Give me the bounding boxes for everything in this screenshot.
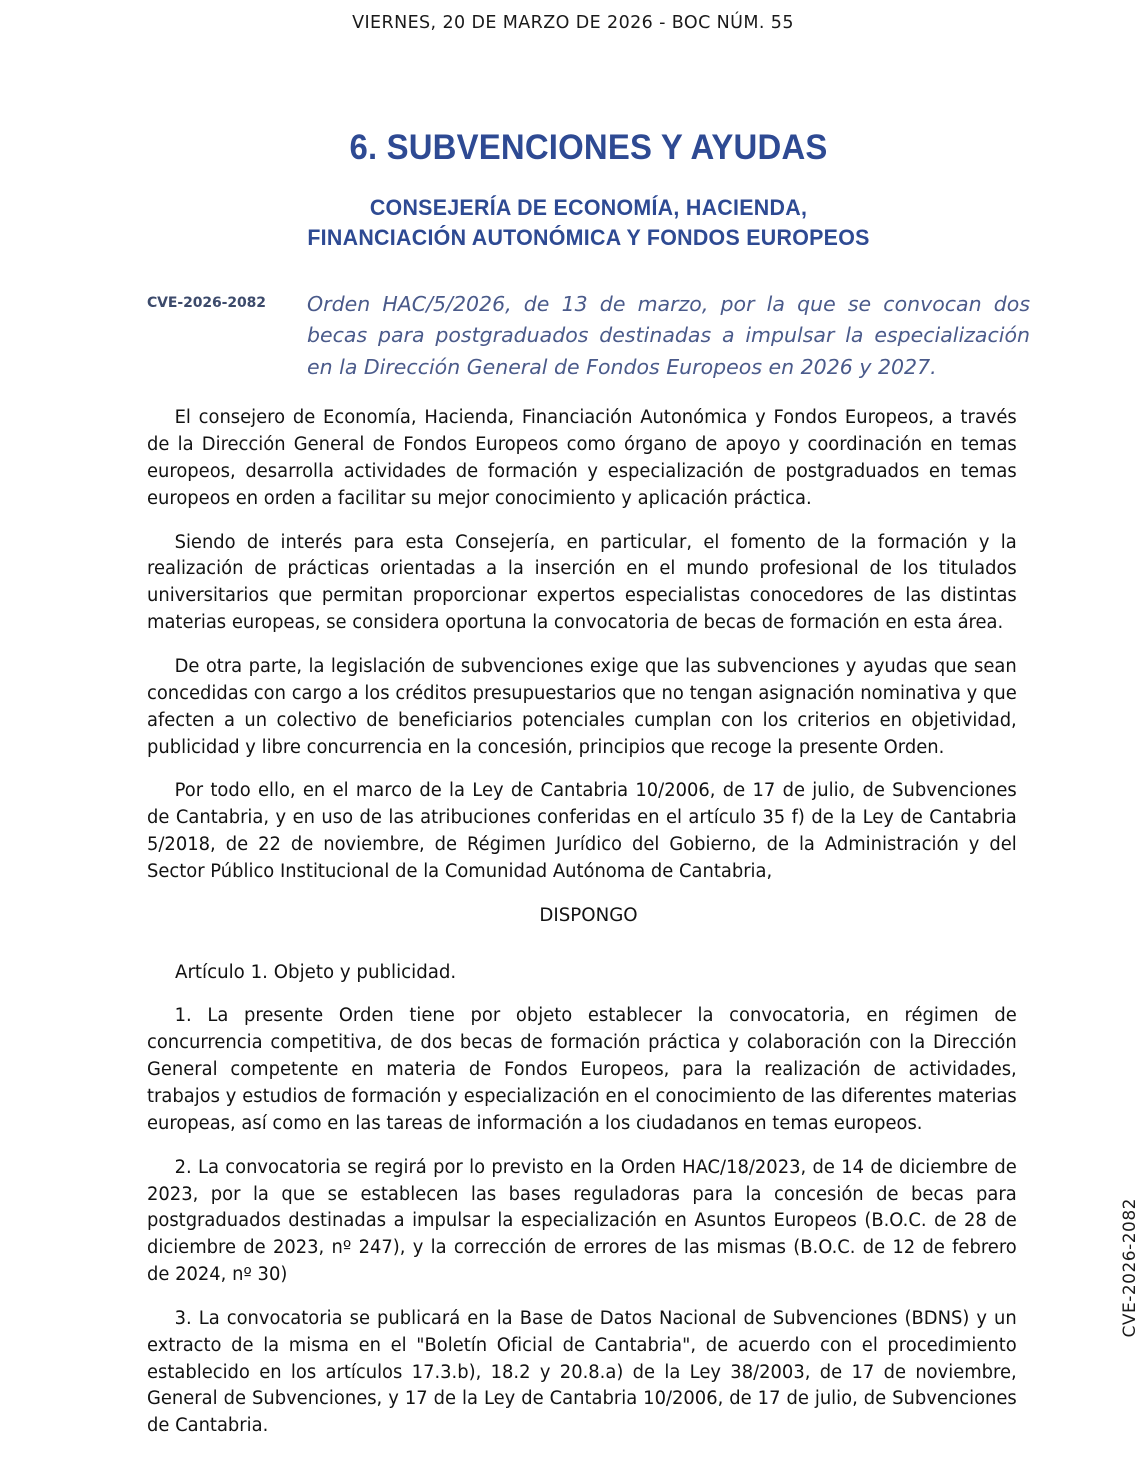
department-heading <box>169 167 1008 252</box>
department-heading-line-1: CONSEJERÍA DE ECONOMÍA, HACIENDA, <box>369 195 808 221</box>
article-1-heading: Artículo 1. Objeto y publicidad. <box>175 961 457 983</box>
cve-code-label: CVE-2026-2082 <box>147 294 266 311</box>
paragraph-preamble-1: El consejero de Economía, Hacienda, Financiación Autonómica y Fondos Europeos, a través de la Dirección General de Fondos Europeos como órgano de apoyo y coordinación en temas europeos, desarrolla actividades de formación y especialización de postgraduados en temas europeos en orden a facilitar su mejor conocimiento y aplicación práctica. <box>147 407 1017 509</box>
department-heading-line-2: FINANCIACIÓN AUTONÓMICA Y FONDOS EUROPEOS <box>307 224 870 250</box>
paragraph-preamble-2: Siendo de interés para esta Consejería, en particular, el fomento de la formación y la realización de prácticas orientadas a la inserción en el mundo profesional de los titulados universitarios que permitan proporcionar expertos especialistas conocedores de las distintas materias europeas, se considera oportuna la convocatoria de becas de formación en esta área. <box>147 531 1017 634</box>
paragraph-preamble-3: De otra parte, la legislación de subvenciones exige que las subvenciones y ayudas que sean concedidas con cargo a los créditos presupuestarios que no tengan asignación nominativa y que afecten a un colectivo de beneficiarios potenciales cumplan con los criterios en objetividad, publicidad y libre concurrencia en la concesión, principios que recoge la presente Orden. <box>147 656 1017 758</box>
summary-block <box>147 253 1030 384</box>
sidebar-vertical-cve-code: CVE-2026-2082 <box>1120 1198 1140 1338</box>
article-1-point-3: 3. La convocatoria se publicará en la Base de Datos Nacional de Subvenciones (BDNS) y un extracto de la misma en el "Boletín Oficial de Cantabria", de acuerdo con el procedimiento establecido en los artículos 17.3.b), 18.2 y 20.8.a) de la Ley 38/2003, de 17 de noviembre, General de Subvenciones, y 17 de la Ley de Cantabria 10/2006, de 17 de julio, de Subvenciones de Cantabria. <box>147 1307 1017 1437</box>
page-running-header <box>0 0 1146 46</box>
article-1-point-1: 1. La presente Orden tiene por objeto establecer la convocatoria, en régimen de concurrencia competitiva, de dos becas de formación práctica y colaboración con la Dirección General competente en materia de Fondos Europeos, para la realización de actividades, trabajos y estudios de formación y especialización en el conocimiento de las diferentes materias europeas, así como en las tareas de información a los ciudadanos en temas europeos. <box>147 1005 1017 1134</box>
page-title: 6. SUBVENCIONES Y AYUDAS <box>349 128 828 167</box>
running-head-text: VIERNES, 20 DE MARZO DE 2026 - BOC NÚM. 55 <box>352 13 794 33</box>
body-text-region <box>147 383 1030 1440</box>
dispongo-heading: DISPONGO <box>539 904 638 926</box>
document-content <box>147 46 1030 1457</box>
order-summary-text: Orden HAC/5/2026, de 13 de marzo, por la que se convocan dos becas para postgraduados destinadas a impulsar la especialización en la Dirección General de Fondos Europeos en 2026 y 2027. <box>307 291 1030 379</box>
paragraph-preamble-4: Por todo ello, en el marco de la Ley de Cantabria 10/2006, de 17 de julio, de Subvenciones de Cantabria, y en uso de las atribuciones conferidas en el artículo 35 f) de la Ley de Cantabria 5/2018, de 22 de noviembre, de Régimen Jurídico del Gobierno, de la Administración y del Sector Público Institucional de la Comunidad Autónoma de Cantabria, <box>147 780 1017 882</box>
article-1-point-2: 2. La convocatoria se regirá por lo previsto en la Orden HAC/18/2023, de 14 de diciembre de 2023, por la que se establecen las bases reguladoras para la concesión de becas para postgraduados destinadas a impulsar la especialización en Asuntos Europeos (B.O.C. de 28 de diciembre de 2023, nº 247), y la corrección de errores de las mismas (B.O.C. de 12 de febrero de 2024, nº 30) <box>147 1156 1017 1286</box>
